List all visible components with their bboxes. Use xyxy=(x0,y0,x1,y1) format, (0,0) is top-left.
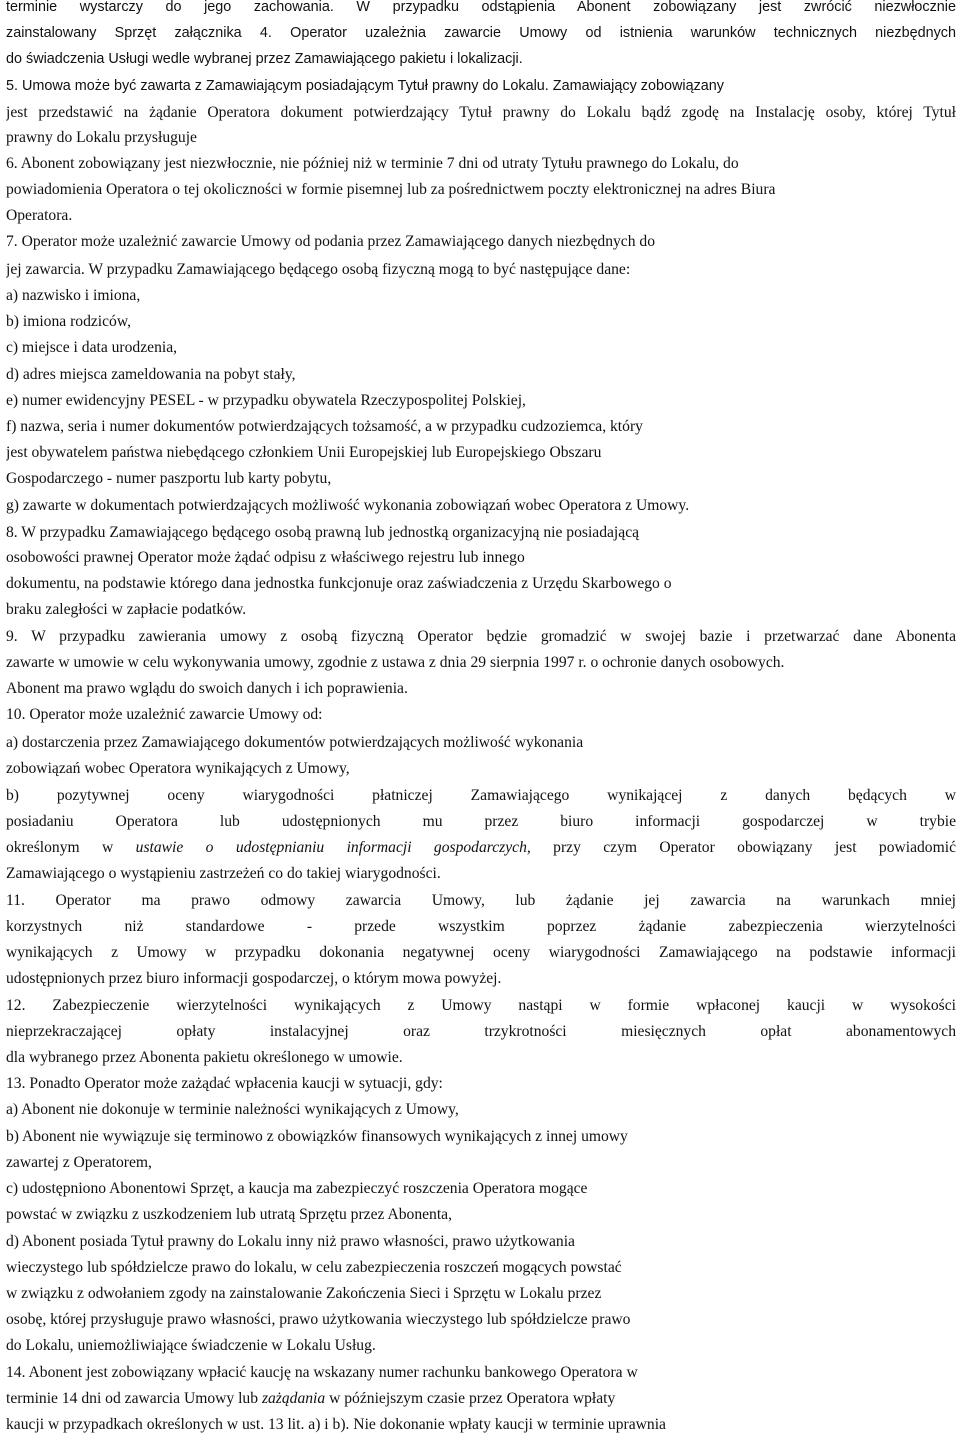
text-line: 11. Operator ma prawo odmowy zawarcia Umowy, lub żądanie jej zawarcia na warunkach mniej xyxy=(6,892,956,909)
text-line: do Lokalu, uniemożliwiające świadczenie w Lokalu Usług. xyxy=(6,1337,376,1354)
text-line: Abonent ma prawo wglądu do swoich danych i ich poprawienia. xyxy=(6,680,408,697)
text-line: g) zawarte w dokumentach potwierdzających możliwość wykonania zobowiązań wobec Operatora z Umowy. xyxy=(6,497,690,514)
text-line: 14. Abonent jest zobowiązany wpłacić kaucję na wskazany numer rachunku bankowego Operatora w xyxy=(6,1364,638,1381)
text-line: powstać w związku z uszkodzeniem lub utratą Sprzętu przez Abonenta, xyxy=(6,1206,452,1223)
text-line: do świadczenia Usługi wedle wybranej przez Zamawiającego pakietu i lokalizacji. xyxy=(6,51,523,67)
text-line: d) Abonent posiada Tytuł prawny do Lokalu inny niż prawo własności, prawo użytkowania xyxy=(6,1233,575,1250)
text-line: 10. Operator może uzależnić zawarcie Umowy od: xyxy=(6,706,323,723)
text-line: terminie wystarczy do jego zachowania. W przypadku odstąpienia Abonent zobowiązany jest zwrócić niezwłocznie xyxy=(6,0,956,15)
text-line: osobę, której przysługuje prawo własności, prawo użytkowania wieczystego lub spółdzielcze prawo xyxy=(6,1311,631,1328)
text-line: jej zawarcia. W przypadku Zamawiającego będącego osobą fizyczną mogą to być następujące dane: xyxy=(6,261,631,278)
text-line: a) nazwisko i imiona, xyxy=(6,287,141,304)
text-line: f) nazwa, seria i numer dokumentów potwierdzających tożsamość, a w przypadku cudzoziemca, który xyxy=(6,418,643,435)
text-line: jest przedstawić na żądanie Operatora dokument potwierdzający Tytuł prawny do Lokalu bądź zgodę na Instalację osoby, której Tytuł xyxy=(6,104,956,121)
text-line: kaucji w przypadkach określonych w ust. 13 lit. a) i b). Nie dokonanie wpłaty kaucji w terminie uprawnia xyxy=(6,1416,666,1433)
text-line: Operatora. xyxy=(6,207,73,224)
text-line: wynikających z Umowy w przypadku dokonania negatywnej oceny wiarygodności Zamawiającego na podstawie informacji xyxy=(6,944,956,961)
text-line: braku zaległości w zapłacie podatków. xyxy=(6,601,247,618)
text-line: b) imiona rodziców, xyxy=(6,313,132,330)
text-line: c) udostępniono Abonentowi Sprzęt, a kaucja ma zabezpieczyć roszczenia Operatora mogące xyxy=(6,1180,588,1197)
text-line: korzystnych niż standardowe - przede wszystkim poprzez żądanie zabezpieczenia wierzytelności xyxy=(6,918,956,935)
text-line: c) miejsce i data urodzenia, xyxy=(6,339,178,356)
document-page xyxy=(6,0,956,1440)
text-line: 5. Umowa może być zawarta z Zamawiającym posiadającym Tytuł prawny do Lokalu. Zamawiający zobowiązany xyxy=(6,78,724,94)
text-line: powiadomienia Operatora o tej okoliczności w formie pisemnej lub za pośrednictwem poczty elektronicznej na adres Biura xyxy=(6,181,776,198)
text-line: dla wybranego przez Abonenta pakietu określonego w umowie. xyxy=(6,1049,403,1066)
text-line: 7. Operator może uzależnić zawarcie Umowy od podania przez Zamawiającego danych niezbędnych do xyxy=(6,233,655,250)
text-line: 13. Ponadto Operator może zażądać wpłacenia kaucji w sytuacji, gdy: xyxy=(6,1075,443,1092)
text-line: d) adres miejsca zameldowania na pobyt stały, xyxy=(6,366,296,383)
text-line: zawartej z Operatorem, xyxy=(6,1154,152,1171)
text-line: 12. Zabezpieczenie wierzytelności wynikających z Umowy nastąpi w formie wpłaconej kaucji w wysokości xyxy=(6,997,956,1014)
text-line: prawny do Lokalu przysługuje xyxy=(6,129,197,146)
text-line: 9. W przypadku zawierania umowy z osobą fizyczną Operator będzie gromadzić w swojej bazie i przetwarzać dane Abonenta xyxy=(6,628,956,645)
text-line: 8. W przypadku Zamawiającego będącego osobą prawną lub jednostką organizacyjną nie posiadającą xyxy=(6,524,640,541)
text-line xyxy=(6,1386,956,1412)
text-line: posiadaniu Operatora lub udostępnionych mu przez biuro informacji gospodarczej w trybie xyxy=(6,813,956,830)
text-segment: przy czym Operator obowiązany jest powiadomić xyxy=(530,839,956,856)
text-line: Zamawiającego o wystąpieniu zastrzeżeń co do takiej wiarygodności. xyxy=(6,865,441,882)
emphasized-text: ustawie o udostępnianiu informacji gospodarczych, xyxy=(135,839,531,856)
text-line: jest obywatelem państwa niebędącego członkiem Unii Europejskiej lub Europejskiego Obszaru xyxy=(6,444,602,461)
text-line: a) Abonent nie dokonuje w terminie należności wynikających z Umowy, xyxy=(6,1101,459,1118)
text-line xyxy=(6,835,956,861)
emphasized-text: zażądania xyxy=(261,1390,326,1407)
text-line: zainstalowany Sprzęt załącznika 4. Operator uzależnia zawarcie Umowy od istnienia warunków technicznych niezbędnych xyxy=(6,25,956,41)
text-line: Gospodarczego - numer paszportu lub karty pobytu, xyxy=(6,470,332,487)
text-line: udostępnionych przez biuro informacji gospodarczej, o którym mowa powyżej. xyxy=(6,970,502,987)
text-line: wieczystego lub spółdzielcze prawo do lokalu, w celu zabezpieczenia roszczeń mogących powstać xyxy=(6,1259,622,1276)
text-line: 6. Abonent zobowiązany jest niezwłocznie, nie później niż w terminie 7 dni od utraty Tytułu prawnego do Lokalu, do xyxy=(6,155,739,172)
text-segment: terminie 14 dni od zawarcia Umowy lub xyxy=(6,1390,262,1407)
text-line: nieprzekraczającej opłaty instalacyjnej oraz trzykrotności miesięcznych opłat abonamentowych xyxy=(6,1023,956,1040)
text-line: b) pozytywnej oceny wiarygodności płatniczej Zamawiającego wynikającej z danych będących w xyxy=(6,787,956,804)
text-line: e) numer ewidencyjny PESEL - w przypadku obywatela Rzeczypospolitej Polskiej, xyxy=(6,392,526,409)
text-segment: w późniejszym czasie przez Operatora wpłaty xyxy=(325,1390,616,1407)
text-line: zawarte w umowie w celu wykonywania umowy, zgodnie z ustawa z dnia 29 sierpnia 1997 r. o ochronie danych osobowych. xyxy=(6,654,785,671)
text-line: dokumentu, na podstawie którego dana jednostka funkcjonuje oraz zaświadczenia z Urzędu Skarbowego o xyxy=(6,575,672,592)
text-line: osobowości prawnej Operator może żądać odpisu z właściwego rejestru lub innego xyxy=(6,549,525,566)
text-line: b) Abonent nie wywiązuje się terminowo z obowiązków finansowych wynikających z innej umowy xyxy=(6,1128,628,1145)
text-line: a) dostarczenia przez Zamawiającego dokumentów potwierdzających możliwość wykonania xyxy=(6,734,584,751)
text-line: w związku z odwołaniem zgody na zainstalowanie Zakończenia Sieci i Sprzętu w Lokalu przez xyxy=(6,1285,602,1302)
text-segment: określonym w xyxy=(6,839,136,856)
text-line: zobowiązań wobec Operatora wynikających z Umowy, xyxy=(6,760,350,777)
